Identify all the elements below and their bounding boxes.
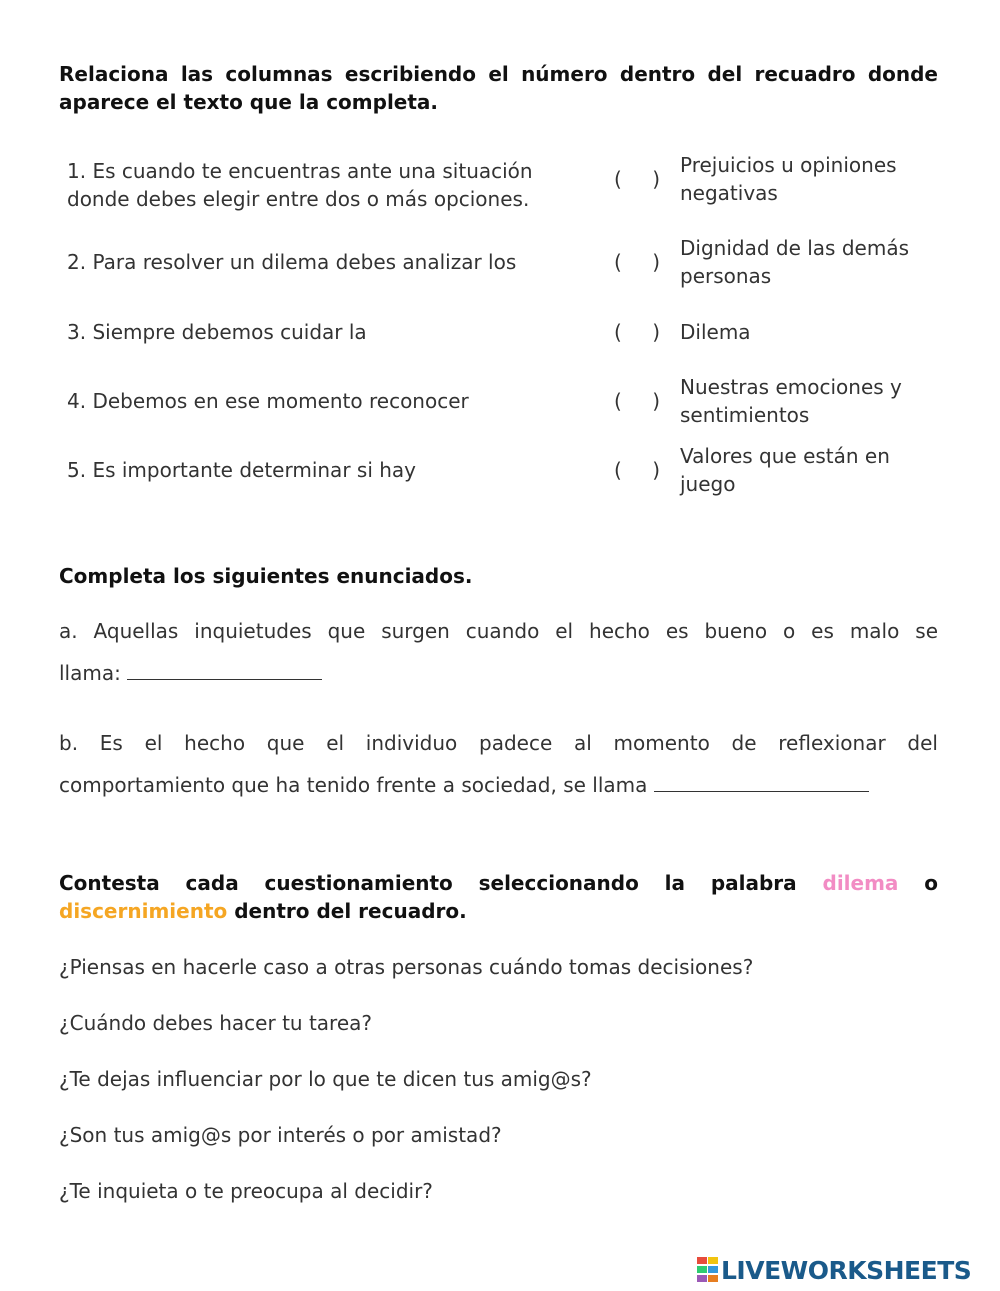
question-5: ¿Te inquieta o te preocupa al decidir? — [59, 1179, 433, 1203]
statement-a — [59, 610, 938, 694]
statement-a-line2: llama: — [59, 652, 938, 694]
section3-title-line1: Contesta cada cuestionamiento seleccionando la palabra dilema o — [59, 871, 939, 895]
match-row-3 — [67, 300, 947, 364]
statement-b — [59, 722, 938, 806]
liveworksheets-logo-icon — [697, 1257, 719, 1283]
question-3: ¿Te dejas influenciar por lo que te dicen tus amig@s? — [59, 1067, 592, 1091]
answer-box-4[interactable]: ( ) — [614, 389, 660, 413]
answer-box-5[interactable]: ( ) — [614, 458, 660, 482]
match-row-5 — [67, 438, 947, 502]
answer-box-1[interactable]: ( ) — [614, 167, 660, 191]
statement-b-line1: b. Es el hecho que el individuo padece al momento de reflexionar del — [59, 731, 938, 755]
match-row-2 — [67, 230, 947, 294]
answer-blank-a[interactable] — [127, 658, 322, 680]
word-dilema: dilema — [822, 871, 899, 895]
statement-b-line2: comportamiento que ha tenido frente a sociedad, se llama — [59, 764, 938, 806]
section2-title: Completa los siguientes enunciados. — [59, 564, 473, 588]
match-left-4: 4. Debemos en ese momento reconocer — [67, 389, 469, 413]
question-4: ¿Son tus amig@s por interés o por amistad? — [59, 1123, 502, 1147]
question-1: ¿Piensas en hacerle caso a otras personas cuándo tomas decisiones? — [59, 955, 754, 979]
match-right-4: Nuestras emociones y sentimientos — [680, 375, 902, 427]
match-right-5: Valores que están en juego — [680, 444, 890, 496]
section1-title-line1: Relaciona las columnas escribiendo el número dentro del recuadro donde — [59, 62, 938, 86]
section3-title-line2: discernimiento dentro del recuadro. — [59, 899, 467, 923]
match-right-2: Dignidad de las demás personas — [680, 236, 909, 288]
match-left-3: 3. Siempre debemos cuidar la — [67, 320, 367, 344]
answer-box-3[interactable]: ( ) — [614, 320, 660, 344]
match-row-1 — [67, 140, 947, 230]
answer-box-2[interactable]: ( ) — [614, 250, 660, 274]
word-discernimiento: discernimiento — [59, 899, 228, 923]
match-left-1: 1. Es cuando te encuentras ante una situación donde debes elegir entre dos o más opciones. — [67, 159, 533, 211]
match-row-4 — [67, 369, 947, 433]
section1-title-line2: aparece el texto que la completa. — [59, 90, 439, 114]
logo-text: LIVEWORKSHEETS — [721, 1255, 972, 1285]
question-2: ¿Cuándo debes hacer tu tarea? — [59, 1011, 372, 1035]
match-right-3: Dilema — [680, 320, 751, 344]
answer-blank-b[interactable] — [654, 770, 869, 792]
liveworksheets-logo — [697, 1255, 971, 1285]
statement-a-line1: a. Aquellas inquietudes que surgen cuando el hecho es bueno o es malo se — [59, 619, 938, 643]
match-left-2: 2. Para resolver un dilema debes analizar los — [67, 250, 517, 274]
match-left-5: 5. Es importante determinar si hay — [67, 458, 416, 482]
match-right-1: Prejuicios u opiniones negativas — [680, 153, 897, 205]
